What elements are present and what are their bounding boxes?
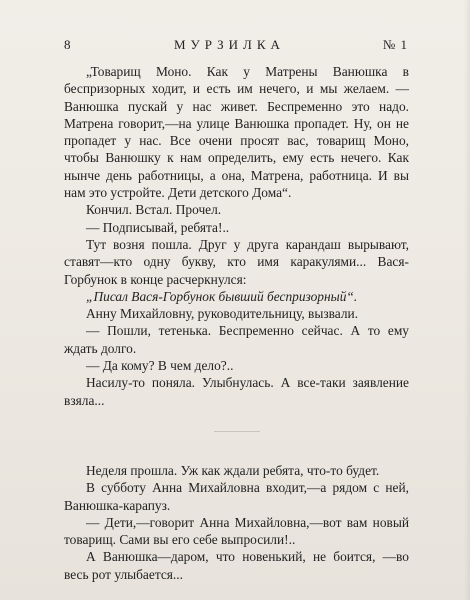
dialogue-line: — Дети,—говорит Анна Михайловна,—вот вам новый товарищ. Сами вы его себе выпросили!.. — [64, 514, 409, 548]
dialogue-line: — Да кому? В чем дело?.. — [86, 358, 234, 374]
signature-line: „Писал Вася-Горбунок бывший беспризорный“. — [86, 288, 358, 304]
text-paragraph: А Ванюшка—даром, что новенький, не боится, —во весь рот улыбается... — [64, 549, 409, 582]
section-divider — [214, 431, 260, 432]
issue-number: № 1 — [382, 37, 408, 52]
dialogue-line: — Пошли, тетенька. Беспременно сейчас. А то ему ждать долго. — [64, 323, 409, 356]
dialogue-line: — Подписывай, ребята!.. — [86, 219, 230, 235]
text-paragraph: Неделя прошла. Уж как ждали ребята, что-то будет. — [86, 462, 380, 478]
letter-paragraph: „Товарищ Моно. Как у Матрены Ванюшка в беспризорных ходит, и есть им нечего, и мы желаем. —Ванюшка пускай у нас живет. Беспременно это надо. Матрена говорит,—на улице Ванюшка пропадет. Ну, он не пропадет у нас. Все очени просят вас, товарищ Моно, чтобы Ванюшку к нам определить, ему есть нечего. Как нынче день работницы, а она, Матрена, работница. И вы нам это устройте. Дети детского Дома“. — [64, 64, 409, 201]
text-paragraph: Анну Михайловну, руководительницу, вызвали. — [86, 306, 359, 322]
story-text — [64, 63, 409, 583]
text-paragraph: В субботу Анна Михайловна входит,—а рядом с ней, Ванюшка-карапуз. — [64, 480, 409, 513]
page-header — [64, 37, 408, 53]
page-number: 8 — [64, 37, 71, 52]
page-edge-shadow — [464, 0, 470, 600]
journal-title: МУРЗИЛКА — [174, 37, 285, 52]
text-paragraph: Тут возня пошла. Друг у друга карандаш вырывают, ставят—кто одну букву, кто имя каракулями... Вася-Горбунок в конце расчеркнулся: — [64, 236, 409, 287]
text-paragraph: Кончил. Встал. Прочел. — [86, 202, 222, 218]
text-paragraph: Насилу-то поняла. Улыбнулась. А все-таки заявление взяла... — [64, 375, 409, 408]
